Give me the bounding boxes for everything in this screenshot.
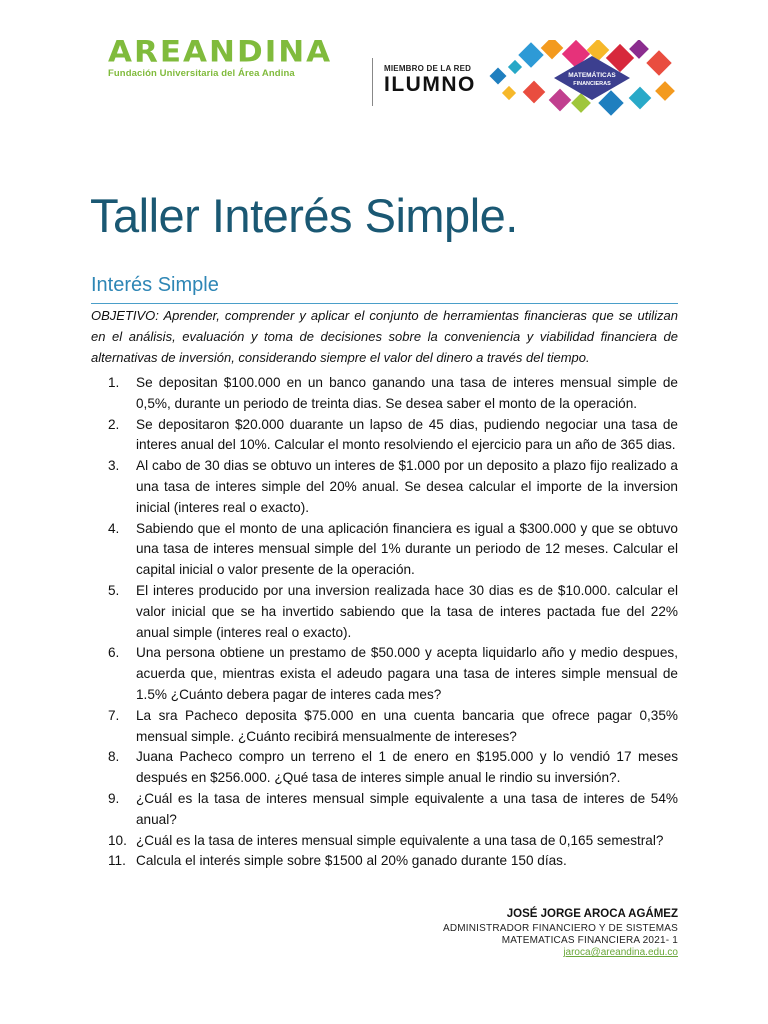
exercise-item [108, 581, 678, 643]
areandina-logo [108, 36, 332, 79]
exercise-text: Calcula el interés simple sobre $1500 al 20% ganado durante 150 días. [136, 853, 567, 869]
exercise-text: Al cabo de 30 dias se obtuvo un interes de $1.000 por un deposito a plazo fijo realizado a una tasa de interes simple del 20% anual. Se desea calcular el importe de la inversion inicial (interes real o exacto). [136, 458, 678, 515]
exercise-number: 7. [108, 707, 120, 723]
exercise-item [108, 747, 678, 789]
exercise-number: 3. [108, 458, 120, 474]
course-name: MATEMATICAS FINANCIERA 2021- 1 [501, 935, 678, 946]
exercise-number: 6. [108, 645, 120, 661]
graphic-label-line2: FINANCIERAS [573, 81, 611, 87]
exercise-item [108, 831, 678, 852]
exercise-item [108, 373, 678, 415]
logo-wordmark: AREANDINA [108, 34, 333, 70]
page-title: Taller Interés Simple. [90, 189, 518, 242]
author-signature-block [443, 906, 678, 959]
exercise-item [108, 415, 678, 457]
exercise-number: 1. [108, 375, 120, 390]
exercise-number: 8. [108, 749, 120, 765]
exercise-text: Se depositan $100.000 en un banco ganando una tasa de interes mensual simple de 0,5%, durante un periodo de treinta dias. Se desea saber el monto de la operación. [136, 375, 678, 411]
exercise-number: 4. [108, 520, 120, 536]
exercise-item [108, 643, 678, 705]
section-heading: Interés Simple [91, 274, 219, 296]
author-email-link[interactable]: jaroca@areandina.edu.co [563, 947, 678, 958]
exercise-item [108, 706, 678, 748]
exercise-list [108, 373, 678, 872]
logo-subtitle: Fundación Universitaria del Área Andina [108, 68, 295, 79]
logo-divider [372, 58, 373, 106]
exercise-number: 9. [108, 790, 120, 806]
exercise-number: 10. [108, 832, 127, 848]
exercise-number: 11. [108, 853, 126, 869]
exercise-item [108, 456, 678, 518]
exercise-item [108, 851, 678, 872]
exercise-text: Juana Pacheco compro un terreno el 1 de enero en $195.000 y lo vendió 17 meses después en $256.000. ¿Qué tasa de interes simple anual le rindio su inversión?. [136, 749, 678, 786]
exercise-text: El interes producido por una inversion realizada hace 30 dias es de $10.000. calcular el valor inicial que se ha invertido sabiendo que la tasa de interes pactada fue del 22% anual simple (interes real o exacto). [136, 582, 678, 640]
exercise-text: Se depositaron $20.000 duarante un lapso de 45 dias, pudiendo negociar una tasa de interes anual del 10%. Calcular el monto resolviendo el ejercicio para un año de 365 dias. [136, 416, 678, 453]
exercise-text: Una persona obtiene un prestamo de $50.000 y acepta liquidarlo año y medio despues, acuerda que, mientras exista el adeudo pagara una tasa de interes simple mensual de 1.5% ¿Cuánto debera pagar de interes cada mes? [136, 645, 678, 702]
exercise-text: La sra Pacheco deposita $75.000 en una cuenta bancaria que ofrece pagar 0,35% mensual simple. ¿Cuánto recibirá mensualmente de intereses? [136, 707, 678, 744]
exercise-item [108, 789, 678, 831]
exercise-text: ¿Cuál es la tasa de interes mensual simple equivalente a una tasa de interes de 54% anual? [136, 790, 678, 827]
author-role: ADMINISTRADOR FINANCIERO Y DE SISTEMAS [442, 923, 678, 934]
objective-paragraph: OBJETIVO: Aprender, comprender y aplicar el conjunto de herramientas financieras que se utilizan en el análisis, evaluación y toma de decisiones sobre la conveniencia y viabilidad financiera de alternativas de inversión, considerando siempre el valor del dinero a través del tiempo. [91, 308, 678, 365]
network-name: ILUMNO [384, 73, 476, 96]
exercise-number: 2. [108, 416, 120, 432]
exercise-text: ¿Cuál es la tasa de interes mensual simple equivalente a una tasa de 0,165 semestral? [136, 832, 664, 848]
exercise-text: Sabiendo que el monto de una aplicación financiera es igual a $300.000 y que se obtuvo una tasa de interes mensual simple del 1% durante un periodo de 12 meses. Calcular el capital inicial o valor presente de la operación. [136, 520, 678, 578]
exercise-number: 5. [108, 582, 120, 598]
exercise-item [108, 519, 678, 581]
network-label: MIEMBRO DE LA RED [384, 64, 472, 73]
heading-rule [91, 303, 678, 304]
matematicas-financieras-graphic [482, 40, 682, 120]
author-name: JOSÉ JORGE AROCA AGÁMEZ [506, 908, 678, 920]
graphic-label-line1: MATEMÁTICAS [568, 72, 616, 79]
ilumno-logo [384, 64, 476, 97]
